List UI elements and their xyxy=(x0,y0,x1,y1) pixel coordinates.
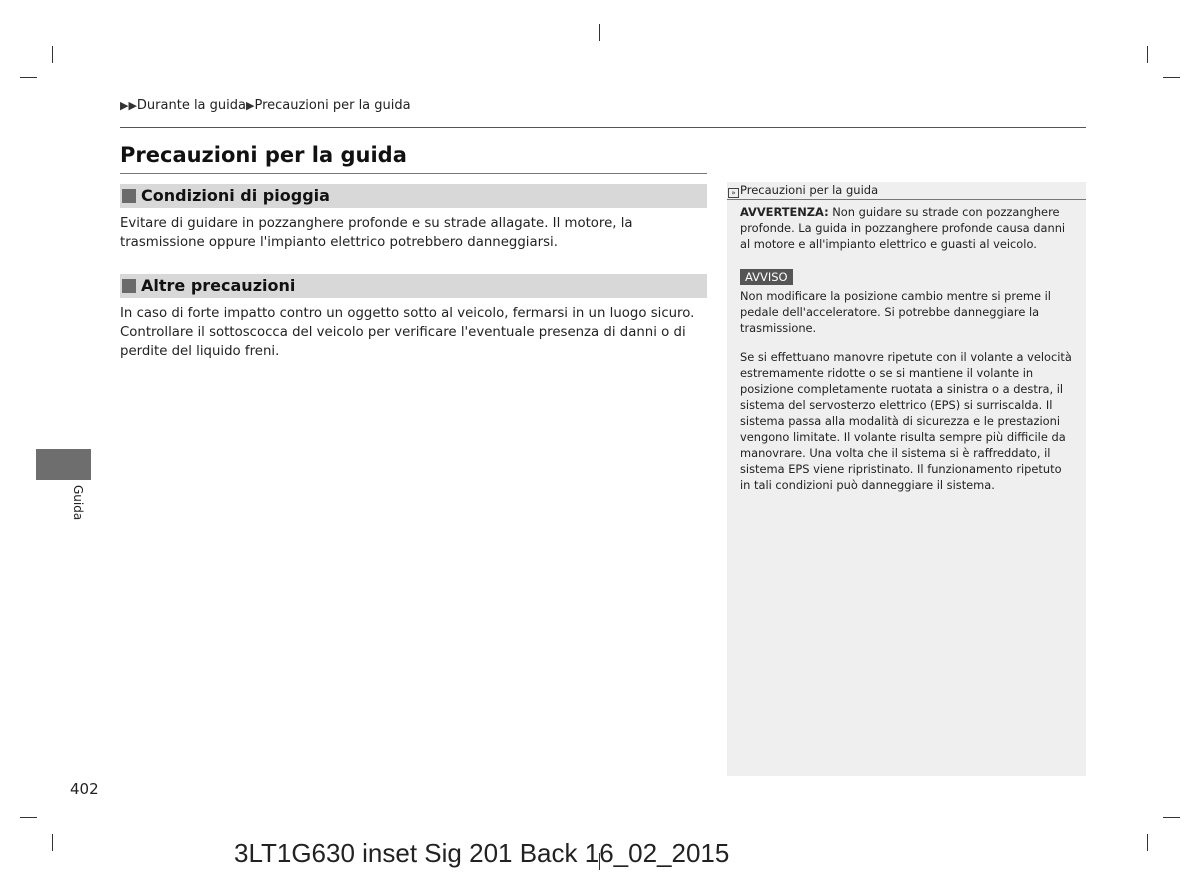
notice-text: Non modificare la posizione cambio mentre si preme il pedale dell'acceleratore. Si potrebbe danneggiare la trasmissione. xyxy=(740,289,1051,335)
breadcrumb xyxy=(120,98,411,113)
arrow-icon: ▶ xyxy=(245,99,255,112)
breadcrumb-level2[interactable]: Precauzioni per la guida xyxy=(254,98,411,113)
section-body: Evitare di guidare in pozzanghere profonde e su strade allagate. Il motore, la trasmissione oppure l'impianto elettrico potrebbero danneggiarsi. xyxy=(120,216,633,250)
page-title: Precauzioni per la guida xyxy=(120,143,407,167)
chapter-tab-label: Guida xyxy=(71,485,85,521)
section-header-rain xyxy=(120,184,707,208)
warning-label: AVVERTENZA: xyxy=(740,205,829,219)
side-note-panel xyxy=(727,182,1086,776)
crop-mark xyxy=(1147,834,1148,851)
section-heading: Condizioni di pioggia xyxy=(141,186,330,205)
crop-mark xyxy=(1147,46,1148,63)
crop-mark xyxy=(599,24,600,41)
section-heading: Altre precauzioni xyxy=(141,276,296,295)
crop-mark xyxy=(20,817,37,818)
page-number: 402 xyxy=(70,780,99,798)
crop-mark xyxy=(20,77,37,78)
double-arrow-icon: ▶▶ xyxy=(120,99,137,112)
square-bullet-icon xyxy=(122,189,136,203)
section-body: In caso di forte impatto contro un oggetto sotto al veicolo, fermarsi in un luogo sicuro. Controllare il sottoscocca del veicolo per verificare l'eventuale presenza di danni o di perdite del liquido freni. xyxy=(120,306,695,359)
warning-note xyxy=(740,204,1075,252)
crop-mark xyxy=(1163,817,1180,818)
eps-text: Se si effettuano manovre ripetute con il volante a velocità estremamente ridotte o se si mantiene il volante in posizione completamente ruotata a sinistra o a destra, il sistema del servosterzo elettrico (EPS) si surriscalda. Il sistema passa alla modalità di sicurezza e le prestazioni vengono limitate. Il volante risulta sempre più difficile da manovrare. Una volta che il sistema si è raffreddato, il sistema EPS viene ripristinato. Il funzionamento ripetuto in tali condizioni può danneggiare il sistema. xyxy=(740,350,1072,492)
header-divider xyxy=(120,127,1086,128)
notice-badge: AVVISO xyxy=(740,269,793,285)
side-note-title: Precauzioni per la guida xyxy=(740,183,879,197)
warning-text: Non guidare su strade con pozzanghere profonde. La guida in pozzanghere profonde causa danni al motore e all'impianto elettrico e guasti al veicolo. xyxy=(740,205,1066,251)
crop-mark xyxy=(52,46,53,63)
print-slug: 3LT1G630 inset Sig 201 Back 16_02_2015 xyxy=(234,838,730,868)
chapter-tab-marker xyxy=(36,449,91,480)
section-header-other xyxy=(120,274,707,298)
reference-icon: » xyxy=(728,188,739,198)
crop-mark xyxy=(52,834,53,851)
side-note-header xyxy=(727,182,1086,200)
square-bullet-icon xyxy=(122,279,136,293)
breadcrumb-level1[interactable]: Durante la guida xyxy=(136,98,246,113)
title-divider xyxy=(120,173,707,174)
crop-mark xyxy=(1163,77,1180,78)
